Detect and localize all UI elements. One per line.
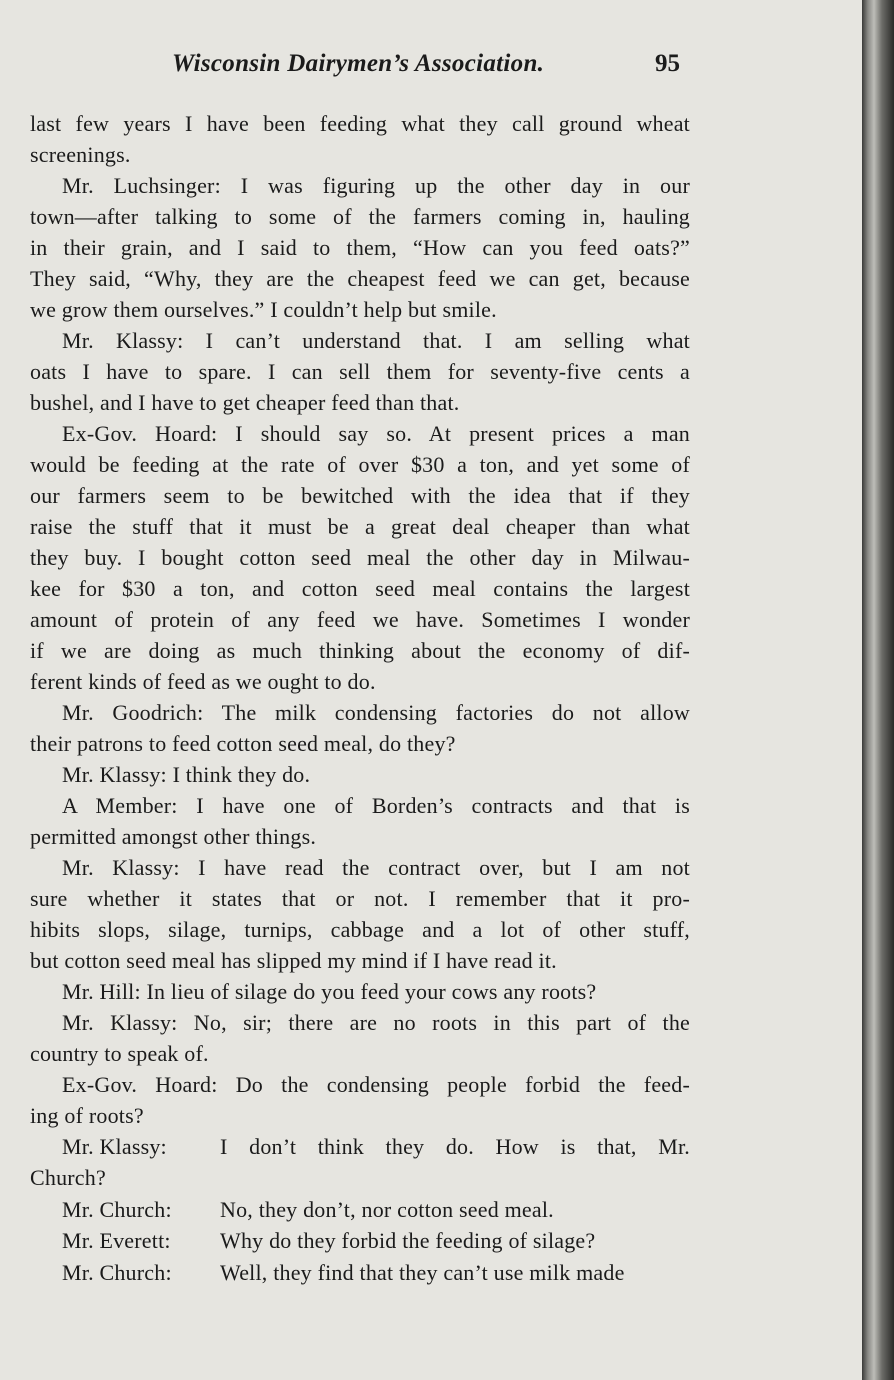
text-line: would be feeding at the rate of over $30 a ton, and yet some of — [30, 452, 690, 477]
text-line: Mr. Goodrich: The milk condensing factories do not allow — [62, 700, 690, 725]
text-line: bushel, and I have to get cheaper feed than that. — [30, 390, 460, 415]
text-line: raise the stuff that it must be a great deal cheaper than what — [30, 514, 690, 539]
speaker-name: Mr. Church: — [62, 1196, 172, 1222]
dialogue-lines — [30, 1131, 690, 1288]
text-line: our farmers seem to be bewitched with the idea that if they — [30, 483, 690, 508]
running-title: Wisconsin Dairymen’s Association. — [172, 50, 545, 77]
text-line: in their grain, and I said to them, “How can you feed oats?” — [30, 235, 690, 260]
text-line: They said, “Why, they are the cheapest feed we can get, because — [30, 266, 690, 291]
text-line: ing of roots? — [30, 1103, 144, 1128]
text-line: Mr. Klassy: I can’t understand that. I am selling what — [62, 328, 690, 353]
speech-text: I don’t think they do. How is that, Mr. — [220, 1134, 690, 1159]
speaker-name: Mr. Klassy: — [62, 1134, 167, 1159]
dialogue-line — [30, 1225, 690, 1256]
text-line: Ex-Gov. Hoard: Do the condensing people forbid the feed- — [62, 1072, 690, 1097]
text-line: Mr. Klassy: No, sir; there are no roots in this part of the — [62, 1010, 690, 1035]
text-line: A Member: I have one of Borden’s contracts and that is — [62, 793, 690, 818]
text-line: amount of protein of any feed we have. Sometimes I wonder — [30, 607, 690, 632]
page-header — [0, 50, 862, 82]
page-number: 95 — [655, 50, 680, 77]
body-text — [30, 108, 690, 1288]
text-line: ferent kinds of feed as we ought to do. — [30, 669, 376, 694]
dialogue-line — [30, 1162, 690, 1193]
text-line: they buy. I bought cotton seed meal the other day in Milwau- — [30, 545, 690, 570]
text-line: Mr. Hill: In lieu of silage do you feed your cows any roots? — [62, 979, 597, 1004]
text-line: but cotton seed meal has slipped my mind if I have read it. — [30, 948, 557, 973]
speech-text: No, they don’t, nor cotton seed meal. — [220, 1196, 554, 1222]
text-line: permitted amongst other things. — [30, 824, 317, 849]
text-line: hibits slops, silage, turnips, cabbage and a lot of other stuff, — [30, 917, 690, 942]
text-line: oats I have to spare. I can sell them for seventy-five cents a — [30, 359, 690, 384]
speaker-name: Mr. Everett: — [62, 1228, 171, 1254]
speaker-name: Mr. Church: — [62, 1259, 172, 1285]
speech-text: Well, they find that they can’t use milk made — [220, 1259, 625, 1285]
dialogue-line — [30, 1194, 690, 1225]
text-line: we grow them ourselves.” I couldn’t help but smile. — [30, 297, 497, 322]
dialogue-line — [30, 1257, 690, 1288]
text-line: town—after talking to some of the farmers coming in, hauling — [30, 204, 690, 229]
text-line: kee for $30 a ton, and cotton seed meal contains the largest — [30, 576, 690, 601]
text-line: last few years I have been feeding what they call ground wheat — [30, 111, 690, 136]
speech-text: Church? — [30, 1165, 106, 1191]
text-line: Mr. Luchsinger: I was figuring up the other day in our — [62, 173, 690, 198]
speech-text: Why do they forbid the feeding of silage? — [220, 1228, 596, 1254]
book-gutter — [862, 0, 894, 1380]
dialogue-line — [30, 1131, 690, 1162]
text-line: Mr. Klassy: I think they do. — [62, 762, 311, 787]
text-line: screenings. — [30, 142, 131, 167]
text-line: sure whether it states that or not. I remember that it pro- — [30, 886, 690, 911]
text-line: Ex-Gov. Hoard: I should say so. At present prices a man — [62, 421, 690, 446]
text-line: if we are doing as much thinking about the economy of dif- — [30, 638, 690, 663]
text-line: country to speak of. — [30, 1041, 209, 1066]
text-line: Mr. Klassy: I have read the contract over, but I am not — [62, 855, 690, 880]
text-line: their patrons to feed cotton seed meal, do they? — [30, 731, 456, 756]
prose-lines — [30, 108, 690, 1131]
